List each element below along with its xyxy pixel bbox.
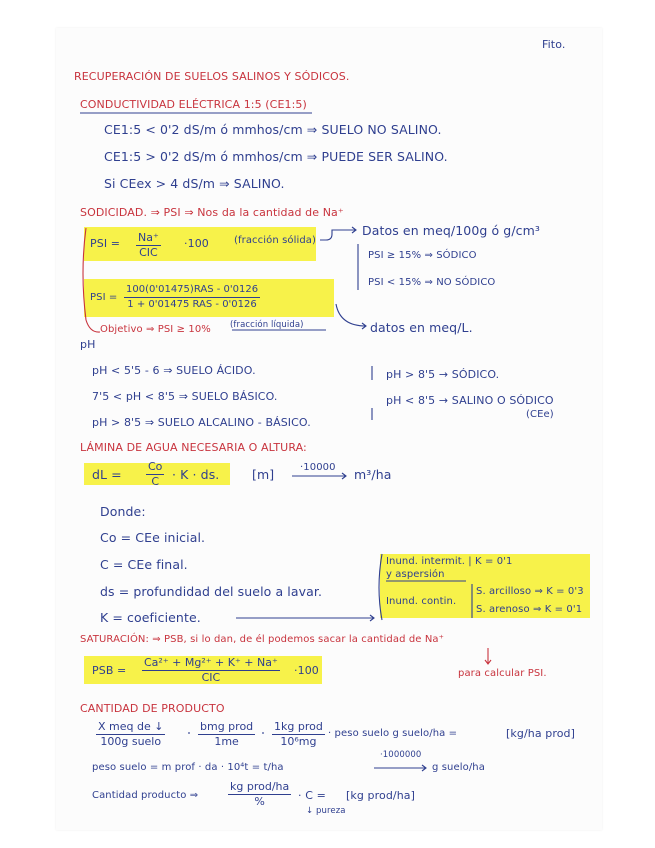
ph-right-1: pH > 8'5 → SÓDICO.: [386, 368, 500, 381]
psi-sodic: PSI ≥ 15% ⇒ SÓDICO: [368, 250, 477, 261]
donde-c: C = CEe final.: [100, 557, 188, 572]
ce-line-1: CE1:5 < 0'2 dS/m ó mmhos/cm ⇒ SUELO NO SALINO.: [104, 122, 442, 137]
k-aspersion: y aspersión: [386, 569, 445, 580]
psi-denominator: CIC: [139, 246, 158, 259]
k-intermittent: Inund. intermit. | K = 0'1: [386, 556, 513, 567]
cant-frac-1-den: 100g suelo: [100, 735, 162, 748]
cant-frac-3-num: 1kg prod: [274, 720, 323, 733]
lamina-numerator: Co: [148, 460, 163, 473]
lamina-lhs: dL =: [92, 467, 122, 482]
ph-line-2: 7'5 < pH < 8'5 ⇒ SUELO BÁSICO.: [92, 390, 278, 403]
psb-denominator: CIC: [201, 671, 221, 684]
donde-co: Co = CEe inicial.: [100, 530, 206, 545]
k-clay: S. arcilloso ⇒ K = 0'3: [476, 586, 584, 597]
saturacion-heading: SATURACIÓN: ⇒ PSB, si lo dan, de él podemos sacar la cantidad de Na⁺: [80, 634, 445, 645]
cant-frac-1-num: X meq de ↓: [98, 720, 164, 733]
k-sand: S. arenoso ⇒ K = 0'1: [476, 604, 583, 615]
lamina-result: m³/ha: [354, 467, 392, 482]
ce-line-2: CE1:5 > 0'2 dS/m ó mmhos/cm ⇒ PUEDE SER SALINO.: [104, 149, 448, 164]
lamina-denominator: C: [151, 475, 160, 488]
ce-line-3: Si CEex > 4 dS/m ⇒ SALINO.: [104, 176, 285, 191]
ph-heading: pH: [80, 338, 96, 351]
ph-right-3: (CEe): [526, 409, 554, 420]
lamina-conversion: ·10000: [300, 462, 336, 473]
psi2-denominator: 1 + 0'01475 RAS - 0'0126: [127, 299, 257, 310]
peso-suelo-conv: ·1000000: [380, 750, 422, 760]
psi2-data-units: datos en meq/L.: [370, 320, 473, 335]
ph-line-1: pH < 5'5 - 6 ⇒ SUELO ÁCIDO.: [92, 364, 256, 377]
cant-producto-den: %: [254, 795, 265, 808]
ph-line-3: pH > 8'5 ⇒ SUELO ALCALINO - BÁSICO.: [92, 416, 311, 429]
page-title: RECUPERACIÓN DE SUELOS SALINOS Y SÓDICOS.: [74, 70, 350, 83]
k-continuous: Inund. contin.: [386, 596, 457, 607]
donde-label: Donde:: [100, 504, 146, 519]
cant-result-1: [kg/ha prod]: [506, 727, 576, 740]
cant-producto-tail: · C =: [298, 789, 326, 802]
peso-suelo-result: g suelo/ha: [432, 762, 485, 773]
objetivo-note: Objetivo ⇒ PSI ≥ 10%: [100, 324, 211, 335]
cant-producto-result: [kg prod/ha]: [346, 789, 416, 802]
psb-note: para calcular PSI.: [458, 668, 547, 679]
donde-k: K = coeficiente.: [100, 610, 201, 625]
lamina-tail: · K · ds.: [172, 467, 220, 482]
psb-factor: ·100: [294, 664, 319, 677]
psi-factor: ·100: [184, 237, 209, 250]
lamina-heading: LÁMINA DE AGUA NECESARIA O ALTURA:: [80, 441, 307, 454]
ce-heading: CONDUCTIVIDAD ELÉCTRICA 1:5 (CE1:5): [80, 98, 307, 111]
psi2-note-liquid: (fracción líquida): [230, 320, 304, 330]
psi-numerator: Na⁺: [138, 231, 159, 244]
psi-not-sodic: PSI < 15% ⇒ NO SÓDICO: [368, 277, 496, 288]
cant-frac-2-num: bmg prod: [200, 720, 254, 733]
cant-producto-num: kg prod/ha: [230, 780, 290, 793]
cant-peso-factor: · peso suelo g suelo/ha =: [328, 728, 458, 739]
cantidad-heading: CANTIDAD DE PRODUCTO: [80, 702, 225, 715]
ink-strokes: [56, 28, 602, 830]
cant-producto-pureza: ↓ pureza: [306, 806, 346, 816]
ph-right-2: pH < 8'5 → SALINO O SÓDICO: [386, 394, 554, 407]
corner-note: Fito.: [542, 38, 566, 51]
cant-frac-3-den: 10⁶mg: [280, 735, 317, 748]
cant-producto-lhs: Cantidad producto ⇒: [92, 790, 199, 801]
psi-lhs: PSI =: [90, 237, 121, 250]
lamina-unit: [m]: [252, 467, 275, 482]
psi2-lhs: PSI =: [90, 292, 118, 303]
cant-frac-2-den: 1me: [214, 735, 239, 748]
psi-note-solid: (fracción sólida): [234, 235, 317, 246]
psi-data-units: Datos en meq/100g ó g/cm³: [362, 223, 541, 238]
psb-numerator: Ca²⁺ + Mg²⁺ + K⁺ + Na⁺: [144, 656, 278, 669]
sodicidad-heading: SODICIDAD. ⇒ PSI ⇒ Nos da la cantidad de Na⁺: [80, 206, 344, 219]
notes-page: [56, 28, 602, 830]
psi2-numerator: 100(0'01475)RAS - 0'0126: [124, 283, 260, 298]
peso-suelo-line: peso suelo = m prof · da · 10⁴t = t/ha: [92, 762, 284, 773]
psb-lhs: PSB =: [92, 664, 127, 677]
donde-ds: ds = profundidad del suelo a lavar.: [100, 584, 323, 599]
